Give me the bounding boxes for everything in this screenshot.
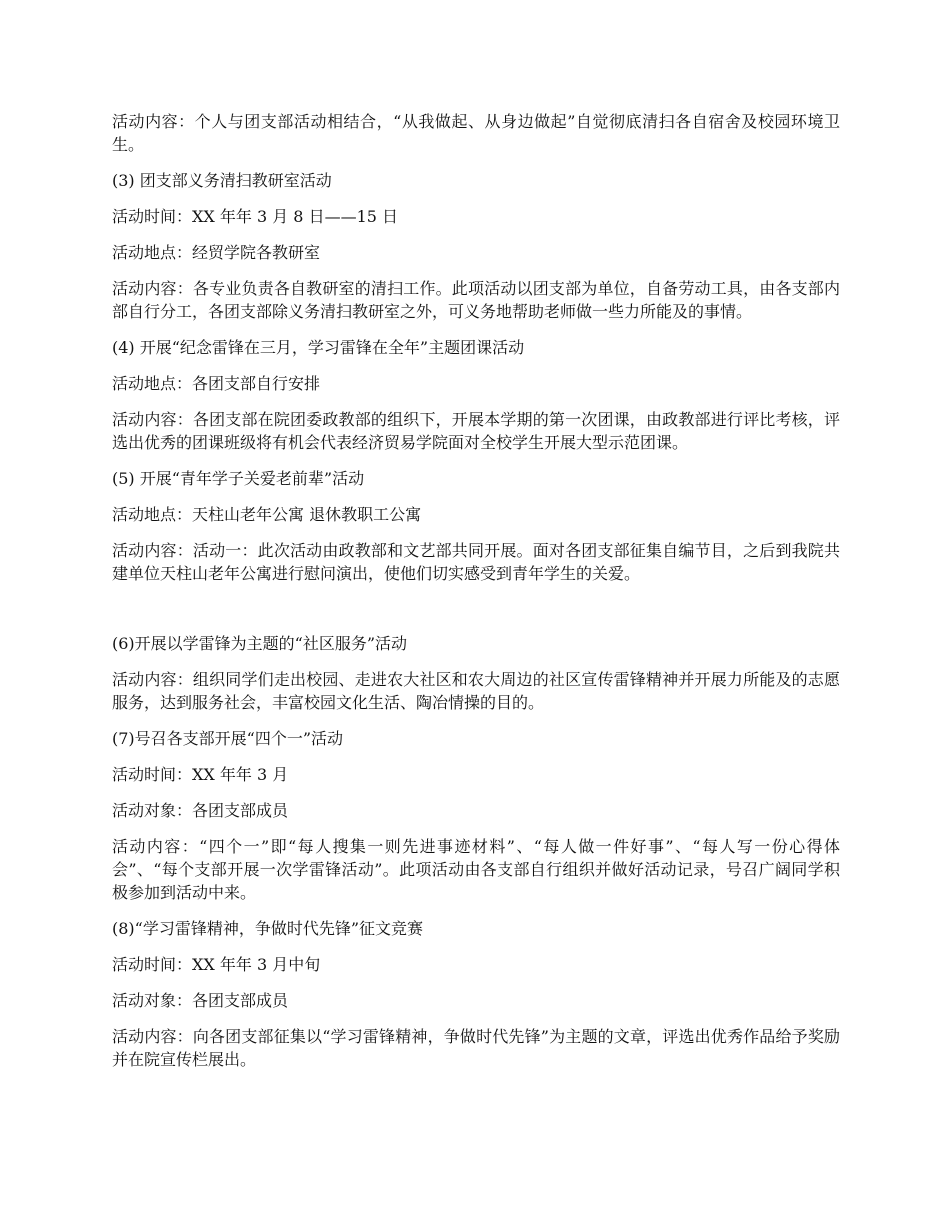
- item-5-content: 活动内容：活动一：此次活动由政教部和文艺部共同开展。面对各团支部征集自编节目，之后到我院共建单位天柱山老年公寓进行慰问演出，使他们切实感受到青年学生的关爱。: [112, 541, 840, 583]
- heading-item-6: (6)开展以学雷锋为主题的“社区服务”活动: [112, 634, 408, 653]
- item-8-audience: 活动对象：各团支部成员: [112, 991, 289, 1010]
- item-3-content: 活动内容：各专业负责各自教研室的清扫工作。此项活动以团支部为单位，自备劳动工具，由各支部内部自行分工，各团支部除义务清扫教研室之外，可义务地帮助老师做一些力所能及的事情。: [112, 279, 840, 321]
- heading-item-7: (7)号召各支部开展“四个一”活动: [112, 729, 344, 748]
- document-page: [112, 110, 840, 1084]
- paragraph-cleaning-content: 活动内容：个人与团支部活动相结合，“从我做起、从身边做起”自觉彻底清扫各自宿舍及校园环境卫生。: [112, 112, 840, 154]
- item-4-content: 活动内容：各团支部在院团委政教部的组织下，开展本学期的第一次团课，由政教部进行评比考核，评选出优秀的团课班级将有机会代表经济贸易学院面对全校学生开展大型示范团课。: [112, 410, 840, 452]
- item-5-location: 活动地点：天柱山老年公寓 退休教职工公寓: [112, 505, 422, 524]
- item-7-content: 活动内容：“四个一”即“每人搜集一则先进事迹材料”、“每人做一件好事”、“每人写一份心得体会”、“每个支部开展一次学雷锋活动”。此项活动由各支部自行组织并做好活动记录，号召广阔同学积极参加到活动中来。: [112, 837, 840, 902]
- paragraph-gap: [112, 598, 840, 632]
- item-3-time: 活动时间：XX 年年 3 月 8 日——15 日: [112, 207, 399, 226]
- item-7-audience: 活动对象：各团支部成员: [112, 801, 289, 820]
- item-6-content: 活动内容：组织同学们走出校园、走进农大社区和农大周边的社区宣传雷锋精神并开展力所能及的志愿服务，达到服务社会，丰富校园文化生活、陶冶情操的目的。: [112, 670, 840, 712]
- heading-item-8: (8)“学习雷锋精神，争做时代先锋”征文竞赛: [112, 919, 424, 938]
- heading-item-4: (4) 开展“纪念雷锋在三月，学习雷锋在全年”主题团课活动: [112, 338, 525, 357]
- heading-item-5: (5) 开展“青年学子关爱老前辈”活动: [112, 469, 365, 488]
- item-8-time: 活动时间：XX 年年 3 月中旬: [112, 955, 321, 974]
- item-4-location: 活动地点：各团支部自行安排: [112, 374, 321, 393]
- item-8-content: 活动内容：向各团支部征集以“学习雷锋精神，争做时代先锋”为主题的文章，评选出优秀作品给予奖励并在院宣传栏展出。: [112, 1027, 840, 1069]
- item-3-location: 活动地点：经贸学院各教研室: [112, 243, 321, 262]
- item-7-time: 活动时间：XX 年年 3 月: [112, 765, 289, 784]
- heading-item-3: (3) 团支部义务清扫教研室活动: [112, 171, 332, 190]
